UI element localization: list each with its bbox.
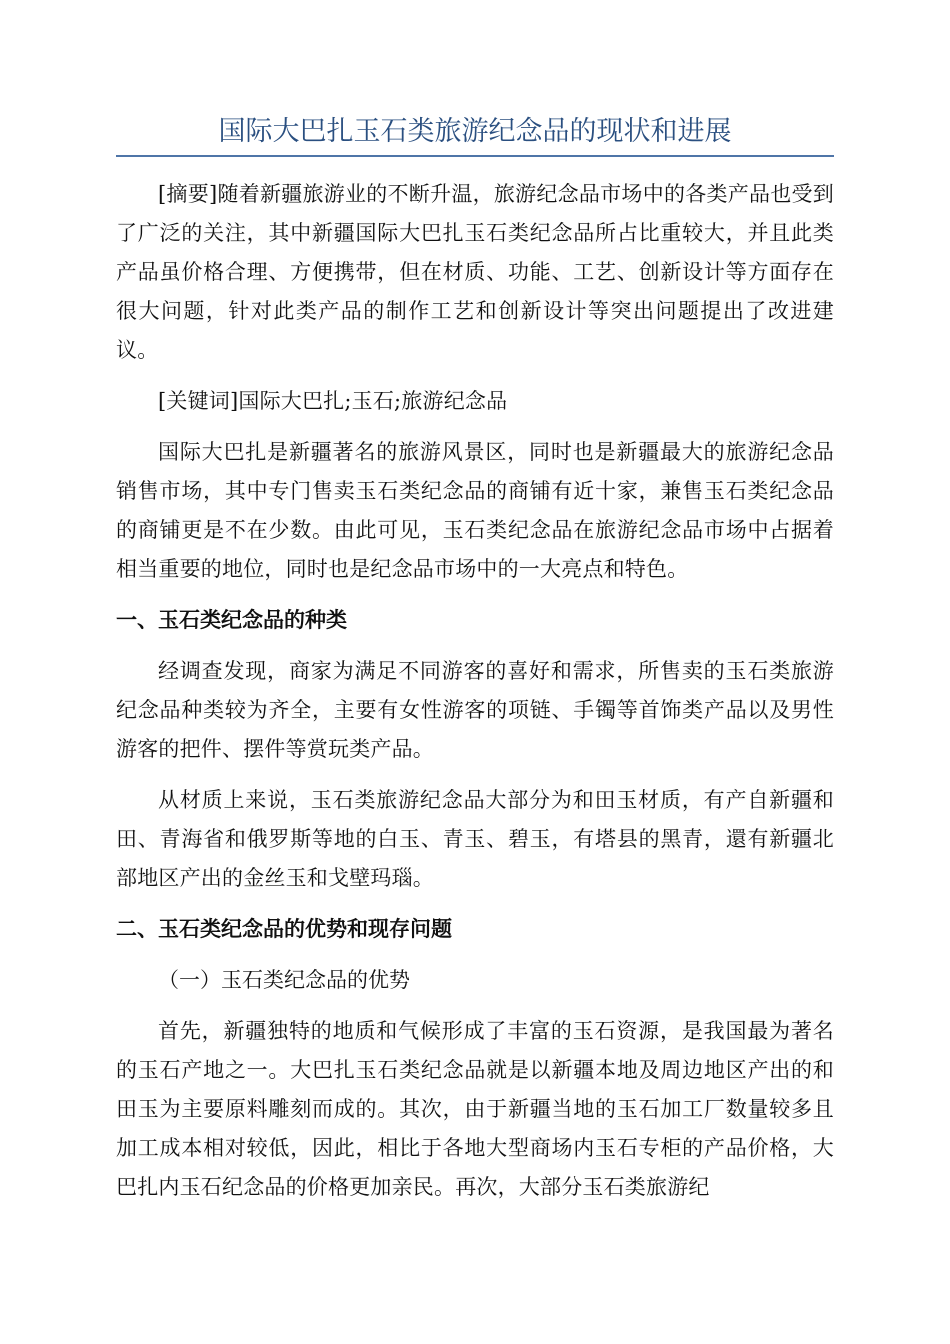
advantages-paragraph-1: 首先，新疆独特的地质和气候形成了丰富的玉石资源，是我国最为著名的玉石产地之一。大巴扎玉石类纪念品就是以新疆本地及周边地区产出的和田玉为主要原料雕刻而成的。其次，由于新疆当地的玉石加工厂数量较多且加工成本相对较低，因此，相比于各地大型商场内玉石专柜的产品价格，大巴扎内玉石纪念品的价格更加亲民。再次，大部分玉石类旅游纪 <box>116 1019 834 1199</box>
types-paragraph-1: 经调查发现，商家为满足不同游客的喜好和需求，所售卖的玉石类旅游纪念品种类较为齐全，主要有女性游客的项链、手镯等首饰类产品以及男性游客的把件、摆件等赏玩类产品。 <box>116 659 834 761</box>
subsection-heading-advantages: （一）玉石类纪念品的优势 <box>158 968 410 992</box>
abstract-paragraph: [摘要]随着新疆旅游业的不断升温，旅游纪念品市场中的各类产品也受到了广泛的关注，其中新疆国际大巴扎玉石类纪念品所占比重较大，并且此类产品虽价格合理、方便携带，但在材质、功能、工艺、创新设计等方面存在很大问题，针对此类产品的制作工艺和创新设计等突出问题提出了改进建议。 <box>116 182 834 362</box>
section-heading-advantages: 二、玉石类纪念品的优势和现存问题 <box>116 917 452 941</box>
intro-paragraph: 国际大巴扎是新疆著名的旅游风景区，同时也是新疆最大的旅游纪念品销售市场，其中专门售卖玉石类纪念品的商铺有近十家，兼售玉石类纪念品的商铺更是不在少数。由此可见，玉石类纪念品在旅游纪念品市场中占据着相当重要的地位，同时也是纪念品市场中的一大亮点和特色。 <box>116 440 834 581</box>
section-heading-types: 一、玉石类纪念品的种类 <box>116 608 347 632</box>
types-paragraph-2: 从材质上来说，玉石类旅游纪念品大部分为和田玉材质，有产自新疆和田、青海省和俄罗斯等地的白玉、青玉、碧玉，有塔县的黑青，還有新疆北部地区产出的金丝玉和戈壁玛瑙。 <box>116 788 834 890</box>
document-title: 国际大巴扎玉石类旅游纪念品的现状和进展 <box>218 116 732 147</box>
keywords-paragraph: [关键词]国际大巴扎;玉石;旅游纪念品 <box>158 389 508 413</box>
document-body <box>116 175 834 1219</box>
title-underline <box>116 155 834 157</box>
